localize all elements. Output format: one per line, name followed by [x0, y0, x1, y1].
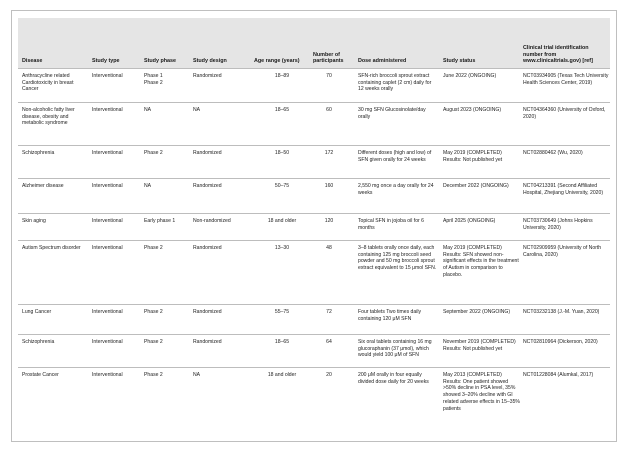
cell-study-type: Interventional: [92, 183, 123, 189]
cell-trial-id: NCT02880462 (Wu, 2020): [523, 150, 583, 156]
header-study-type: Study type: [92, 58, 120, 65]
cell-trial-id: NCT02909959 (University of North Carolina, 2020): [523, 245, 602, 258]
cell-study-design: NA: [193, 107, 201, 113]
cell-disease: Schizophrenia: [22, 150, 55, 156]
cell-study-type: Interventional: [92, 339, 123, 345]
cell-age-range: 18 and older: [267, 218, 297, 224]
cell-disease: Schizophrenia: [22, 339, 55, 345]
header-participants: Number of participants: [313, 51, 344, 65]
cell-trial-id: NCT03730649 (Johns Hopkins University, 2020): [523, 218, 593, 231]
cell-study-design: Randomized: [193, 245, 222, 251]
cell-status: April 2025 (ONGOING): [443, 218, 496, 224]
cell-study-type: Interventional: [92, 309, 123, 315]
cell-trial-id: NCT04213391 (Second Affiliated Hospital, Zhejiang University, 2020): [523, 183, 604, 196]
cell-status: June 2022 (ONGOING): [443, 73, 497, 79]
table-row: [18, 334, 610, 368]
cell-status: September 2022 (ONGOING): [443, 309, 511, 315]
cell-study-design: NA: [193, 372, 201, 378]
cell-trial-id: NCT03934905 (Texas Tech University Health Sciences Center, 2019): [523, 73, 609, 86]
cell-study-type: Interventional: [92, 73, 123, 79]
header-age-range: Age range (years): [254, 58, 300, 65]
table-row: [18, 213, 610, 241]
cell-study-type: Interventional: [92, 150, 123, 156]
cell-study-phase: Phase 1 Phase 2: [144, 73, 163, 86]
cell-trial-id: NCT04364360 (University of Oxford, 2020): [523, 107, 606, 120]
table-row: [18, 102, 610, 146]
table-row: [18, 145, 610, 179]
cell-disease: Anthracycline related Cardiotoxicity in breast Cancer: [22, 73, 74, 93]
table-header: [18, 18, 610, 68]
cell-study-type: Interventional: [92, 218, 123, 224]
cell-study-phase: Phase 2: [144, 309, 163, 315]
cell-dose: 30 mg SFN Glucosinolate/day orally: [358, 107, 426, 120]
cell-study-design: Randomized: [193, 309, 222, 315]
cell-age-range: 13–30: [274, 245, 290, 251]
cell-study-phase: Phase 2: [144, 339, 163, 345]
cell-study-phase: NA: [144, 183, 152, 189]
cell-status: August 2023 (ONGOING): [443, 107, 502, 113]
cell-disease: Autism Spectrum disorder: [22, 245, 81, 251]
cell-dose: 3–8 tablets orally once daily, each containing 125 mg broccoli seed powder and 50 mg broccoli sprout extract equivalent to 15 μmol SFN.: [358, 245, 437, 272]
cell-trial-id: NCT03232138 (J.-M. Yuan, 2020): [523, 309, 600, 315]
header-dose: Dose administered: [358, 58, 407, 65]
table-row: [18, 178, 610, 214]
cell-study-design: Randomized: [193, 183, 222, 189]
cell-study-phase: Early phase 1: [144, 218, 176, 224]
cell-participants: 120: [324, 218, 334, 224]
cell-status: May 2013 (COMPLETED) Results: One patient showed >50% decline in PSA level, 35% showed 3–20% decline with GI related adverse effects in 15–35% patients: [443, 372, 520, 412]
cell-disease: Skin aging: [22, 218, 46, 224]
cell-dose: SFN-rich broccoli sprout extract containing caplet (2 cm) daily for 12 weeks orally: [358, 73, 432, 93]
cell-study-design: Non-randomized: [193, 218, 231, 224]
cell-age-range: 18–50: [274, 150, 290, 156]
cell-study-design: Randomized: [193, 339, 222, 345]
cell-dose: Four tablets Two times daily containing 120 μM SFN: [358, 309, 422, 322]
cell-participants: 172: [324, 150, 334, 156]
cell-disease: Alzheimer disease: [22, 183, 64, 189]
header-study-design: Study design: [193, 58, 227, 65]
cell-age-range: 18 and older: [267, 372, 297, 378]
cell-participants: 160: [324, 183, 334, 189]
cell-participants: 60: [326, 107, 332, 113]
table-row: [18, 367, 610, 448]
header-study-phase: Study phase: [144, 58, 177, 65]
cell-study-type: Interventional: [92, 372, 123, 378]
cell-participants: 70: [326, 73, 332, 79]
header-disease: Disease: [22, 58, 43, 65]
cell-age-range: 18–65: [274, 339, 290, 345]
cell-status: November 2019 (COMPLETED) Results: Not published yet: [443, 339, 516, 352]
cell-participants: 20: [326, 372, 332, 378]
cell-age-range: 50–75: [274, 183, 290, 189]
cell-dose: Six oral tablets containing 16 mg glucoraphanin (37 μmol), which would yield 100 μM of SFN: [358, 339, 432, 359]
cell-study-type: Interventional: [92, 245, 123, 251]
cell-study-phase: NA: [144, 107, 152, 113]
table-row: [18, 68, 610, 103]
cell-status: May 2019 (COMPLETED) Results: Not published yet: [443, 150, 503, 163]
cell-study-phase: Phase 2: [144, 150, 163, 156]
header-status: Study status: [443, 58, 476, 65]
cell-age-range: 18–65: [274, 107, 290, 113]
cell-study-type: Interventional: [92, 107, 123, 113]
cell-participants: 72: [326, 309, 332, 315]
cell-disease: Prostate Cancer: [22, 372, 59, 378]
cell-age-range: 18–89: [274, 73, 290, 79]
cell-participants: 64: [326, 339, 332, 345]
cell-age-range: 55–75: [274, 309, 290, 315]
cell-dose: 200 μM orally in four equally divided dose daily for 20 weeks: [358, 372, 429, 385]
cell-study-design: Randomized: [193, 73, 222, 79]
cell-disease: Lung Cancer: [22, 309, 52, 315]
header-trial-id: Clinical trial identification number from www.clinicaltrials.gov) [ref]: [523, 45, 593, 65]
cell-participants: 48: [326, 245, 332, 251]
cell-dose: Different doses (high and low) of SFN given orally for 24 weeks: [358, 150, 432, 163]
cell-status: December 2022 (ONGOING): [443, 183, 509, 189]
cell-study-phase: Phase 2: [144, 245, 163, 251]
cell-dose: 2,550 mg once a day orally for 24 weeks: [358, 183, 434, 196]
cell-trial-id: NCT02810964 (Dickerson, 2020): [523, 339, 598, 345]
table-row: [18, 304, 610, 335]
cell-study-phase: Phase 2: [144, 372, 163, 378]
cell-study-design: Randomized: [193, 150, 222, 156]
cell-status: May 2019 (COMPLETED) Results: SFN showed non-significant effects in the treatment of Autism in comparison to placebo.: [443, 245, 519, 278]
cell-trial-id: NCT01228084 (Alumkal, 2017): [523, 372, 594, 378]
cell-dose: Topical SFN in jojoba oil for 6 months: [358, 218, 424, 231]
table-row: [18, 240, 610, 305]
cell-disease: Non-alcoholic fatty liver disease, obesity and metabolic syndrome: [22, 107, 75, 127]
